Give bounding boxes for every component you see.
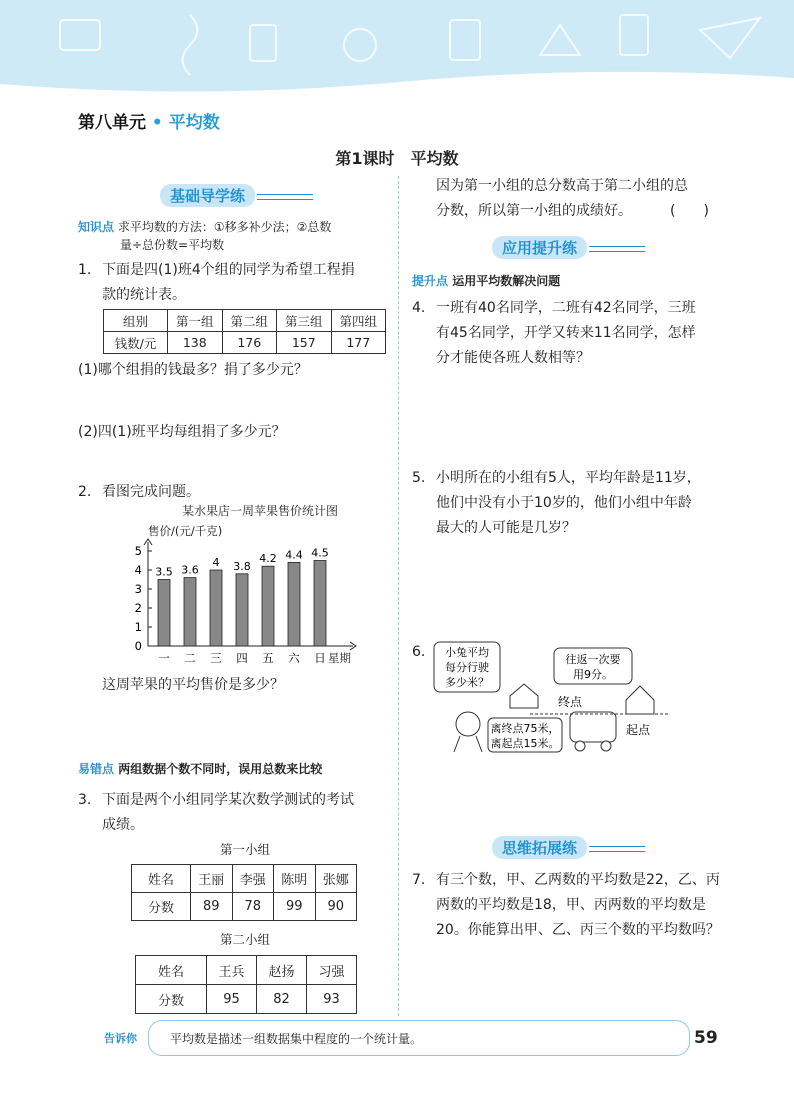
q1-sub2: (2)四(1)班平均每组捐了多少元？	[78, 424, 286, 440]
group2-table	[135, 955, 357, 1014]
table-cell: 组别	[104, 310, 168, 332]
bar-value-label: 3.6	[181, 563, 199, 577]
chart-xlabel: 星期	[328, 651, 351, 665]
start-house-icon	[626, 686, 654, 714]
q1-text-1: 下面是四(1)班4个组的同学为希望工程捐	[102, 262, 355, 278]
table-cell: 姓名	[132, 865, 191, 893]
q6-number: 6.	[412, 644, 426, 660]
question-7	[412, 868, 742, 943]
section-line	[257, 194, 313, 200]
q7-line-3: 20。你能算出甲、乙、丙三个数的平均数吗？	[436, 922, 720, 938]
end-house-icon	[510, 684, 538, 708]
x-tick-label: 二	[184, 651, 196, 665]
y-tick-label: 4	[134, 563, 142, 577]
section-apply-label: 应用提升练	[492, 236, 587, 259]
donation-table	[103, 309, 386, 354]
q4-line-2: 有45名同学，开学又转来11名同学，怎样	[436, 325, 696, 341]
table-cell: 99	[274, 893, 316, 921]
table-row	[132, 893, 357, 921]
start-label: 起点	[626, 723, 651, 737]
table-cell: 第四组	[331, 310, 386, 332]
table-row	[104, 310, 386, 332]
unit-dot: •	[151, 113, 163, 133]
table-cell: 第一组	[168, 310, 223, 332]
section-basic	[160, 184, 313, 206]
q5-line-3: 最大的人可能是几岁？	[436, 520, 576, 536]
section-think	[492, 836, 645, 858]
x-tick-label: 六	[288, 651, 300, 665]
section-line	[589, 846, 645, 852]
table-cell: 分数	[132, 893, 191, 921]
table-row	[136, 985, 357, 1014]
q4-number: 4.	[412, 300, 426, 316]
table-cell: 王丽	[191, 865, 233, 893]
chart-bar	[236, 574, 248, 646]
footer-tag: 告诉你	[104, 1032, 137, 1045]
section-basic-label: 基础导学练	[160, 184, 255, 207]
error-text: 两组数据个数不同时，误用总数来比较	[118, 762, 323, 776]
q3-text-1: 下面是两个小组同学某次数学测试的考试	[102, 792, 354, 808]
chart-bar	[184, 578, 196, 646]
table-row	[132, 865, 357, 893]
q1-number: 1.	[78, 262, 92, 278]
table-cell: 138	[168, 332, 223, 354]
table-cell: 第三组	[277, 310, 332, 332]
unit-title	[78, 108, 220, 133]
car-icon	[570, 712, 616, 742]
table-cell: 第二组	[222, 310, 277, 332]
q7-number: 7.	[412, 872, 426, 888]
chart-title: 某水果店一周苹果售价统计图	[181, 504, 339, 518]
improve-note	[412, 272, 560, 289]
chart-bar	[262, 566, 274, 646]
x-tick-label: 四	[236, 651, 248, 665]
bubble1-line: 多少米？	[445, 676, 489, 689]
x-tick-label: 五	[262, 651, 274, 665]
chart-bar	[314, 561, 326, 647]
q6-illustration	[430, 640, 720, 756]
q3-text-2: 成绩。	[102, 817, 144, 833]
error-note	[78, 760, 322, 777]
table-cell: 93	[307, 985, 357, 1014]
q3-cont-2: 分数，所以第一小组的成绩好。	[436, 203, 632, 219]
error-tag: 易错点	[78, 762, 115, 776]
q4-line-3: 分才能使各班人数相等？	[436, 350, 590, 366]
q7-line-2: 两数的平均数是18，甲、丙两数的平均数是	[436, 897, 706, 913]
knowledge-tag: 知识点	[78, 220, 115, 234]
bubble3-line: 离起点15米。	[490, 737, 560, 750]
knowledge-note	[78, 218, 390, 254]
q3-cont-1: 因为第一小组的总分数高于第二小组的总	[436, 178, 688, 194]
x-tick-label: 日	[314, 651, 326, 665]
price-bar-chart	[128, 502, 368, 670]
car-wheel-icon	[601, 741, 611, 751]
y-tick-label: 0	[134, 639, 142, 653]
q2-number: 2.	[78, 484, 92, 500]
footer-text: 平均数是描述一组数据集中程度的一个统计量。	[170, 1032, 423, 1046]
bubble1-line: 每分行驶	[445, 661, 489, 674]
bubble2-line: 往返一次要	[565, 653, 621, 666]
chart-ylabel: 售价/(元/千克)	[148, 524, 223, 538]
y-tick-label: 2	[134, 601, 142, 615]
table-cell: 李强	[232, 865, 274, 893]
end-label: 终点	[558, 695, 583, 709]
bar-value-label: 3.5	[155, 565, 173, 579]
q2-question: 这周苹果的平均售价是多少？	[102, 677, 284, 693]
table-cell: 钱数/元	[104, 332, 168, 354]
bubble3-line: 离终点75米，	[490, 722, 560, 735]
knowledge-text-2: 量÷总份数=平均数	[120, 238, 225, 252]
bubble1-line: 小兔平均	[445, 646, 489, 659]
child-legs	[454, 736, 482, 752]
table-cell: 分数	[136, 985, 207, 1014]
q4-line-1: 一班有40名同学，二班有42名同学，三班	[436, 300, 696, 316]
unit-topic: 平均数	[168, 113, 220, 133]
bubble2-line: 用9分。	[573, 668, 613, 681]
question-1	[78, 258, 394, 308]
q2-text: 看图完成问题。	[102, 484, 200, 500]
chart-bar	[288, 562, 300, 646]
table-cell: 82	[257, 985, 307, 1014]
chart-bar	[158, 580, 170, 647]
table-cell: 王兵	[207, 956, 257, 985]
question-4	[412, 296, 732, 371]
section-think-label: 思维拓展练	[492, 836, 587, 859]
table-cell: 95	[207, 985, 257, 1014]
section-line	[589, 246, 645, 252]
unit-label: 第八单元	[78, 113, 146, 133]
bar-value-label: 4.2	[259, 552, 277, 566]
table-cell: 78	[232, 893, 274, 921]
q5-line-2: 他们中没有小于10岁的，他们小组中年龄	[436, 495, 692, 511]
table-cell: 177	[331, 332, 386, 354]
x-tick-label: 三	[210, 651, 222, 665]
lesson-title: 第1课时 平均数	[335, 149, 459, 168]
question-3	[78, 788, 394, 838]
bar-value-label: 3.8	[233, 559, 251, 573]
y-tick-label: 5	[134, 544, 142, 558]
table-cell: 176	[222, 332, 277, 354]
page-number: 59	[694, 1028, 718, 1048]
q3-answer-paren[interactable]: ( )	[670, 203, 709, 219]
table-cell: 89	[191, 893, 233, 921]
group1-title: 第一小组	[219, 842, 270, 857]
q1-text-2: 款的统计表。	[102, 287, 186, 303]
table-row	[136, 956, 357, 985]
x-tick-label: 一	[158, 651, 170, 665]
table-cell: 陈明	[274, 865, 316, 893]
knowledge-text-1: 求平均数的方法：①移多补少法；②总数	[117, 220, 332, 234]
table-cell: 习强	[307, 956, 357, 985]
column-divider	[398, 176, 399, 1016]
table-cell: 张娜	[315, 865, 357, 893]
table-cell: 赵扬	[257, 956, 307, 985]
q3-number: 3.	[78, 792, 92, 808]
table-cell: 90	[315, 893, 357, 921]
q3-continuation	[436, 174, 736, 224]
bar-value-label: 4.4	[285, 548, 303, 562]
bar-value-label: 4.5	[311, 546, 329, 560]
header-banner	[0, 0, 794, 108]
banner-decoration	[0, 0, 794, 108]
improve-tag: 提升点	[412, 274, 449, 288]
table-cell: 姓名	[136, 956, 207, 985]
table-cell: 157	[277, 332, 332, 354]
section-apply	[492, 236, 645, 258]
question-5	[412, 466, 732, 541]
child-figure	[456, 712, 480, 736]
q5-line-1: 小明所在的小组有5人，平均年龄是11岁，	[436, 470, 701, 486]
car-wheel-icon	[575, 741, 585, 751]
q5-number: 5.	[412, 470, 426, 486]
bar-value-label: 4	[212, 556, 220, 569]
chart-bar	[210, 570, 222, 646]
group1-table	[131, 864, 357, 921]
q7-line-1: 有三个数，甲、乙两数的平均数是22，乙、丙	[436, 872, 720, 888]
improve-text: 运用平均数解决问题	[452, 274, 561, 288]
q1-sub1: (1)哪个组捐的钱最多？捐了多少元？	[78, 362, 308, 378]
y-tick-label: 3	[134, 582, 142, 596]
y-tick-label: 1	[134, 620, 142, 634]
table-row	[104, 332, 386, 354]
group2-title: 第二小组	[219, 932, 270, 947]
